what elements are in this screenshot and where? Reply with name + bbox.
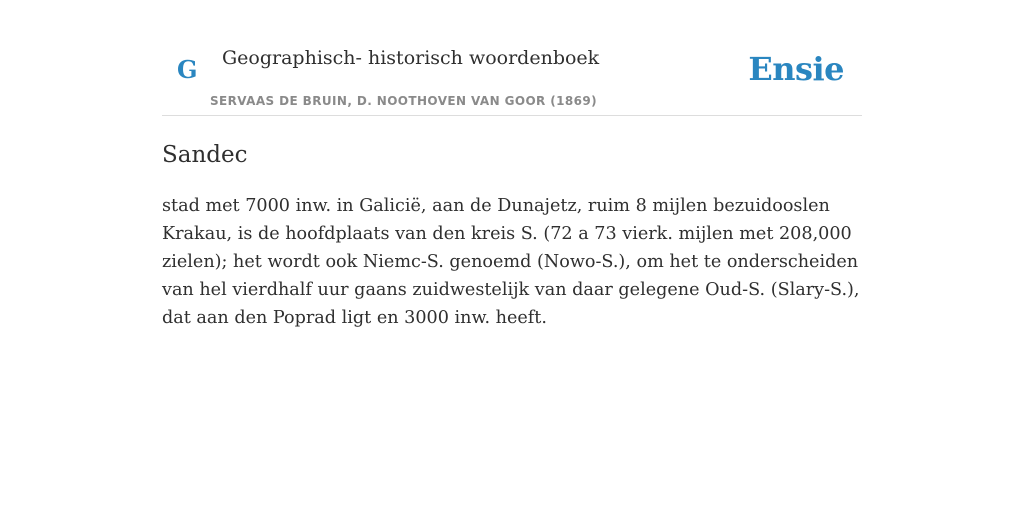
book-header <box>162 32 862 116</box>
book-title[interactable]: Geographisch- historisch woordenboek <box>222 47 600 69</box>
entry-body: stad met 7000 inw. in Galicië, aan de Dunajetz, ruim 8 mijlen bezuidooslen Krakau, is de hoofdplaats van den kreis S. (72 a 73 vierk. mijlen met 208,000 zielen); het wordt ook Niemc-S. genoemd (Nowo-S.), om het te onderscheiden van hel vierdhalf uur gaans zuidwestelijk van daar gelegene Oud-S. (Slary-S.), dat aan den Poprad ligt en 3000 inw. heeft. <box>162 196 860 328</box>
book-logo-letter[interactable]: G <box>177 55 198 84</box>
entry-title: Sandec <box>162 142 248 168</box>
ensie-logo-link[interactable]: Ensie <box>748 50 844 88</box>
book-authors: SERVAAS DE BRUIN, D. NOOTHOVEN VAN GOOR (1869) <box>210 94 598 108</box>
